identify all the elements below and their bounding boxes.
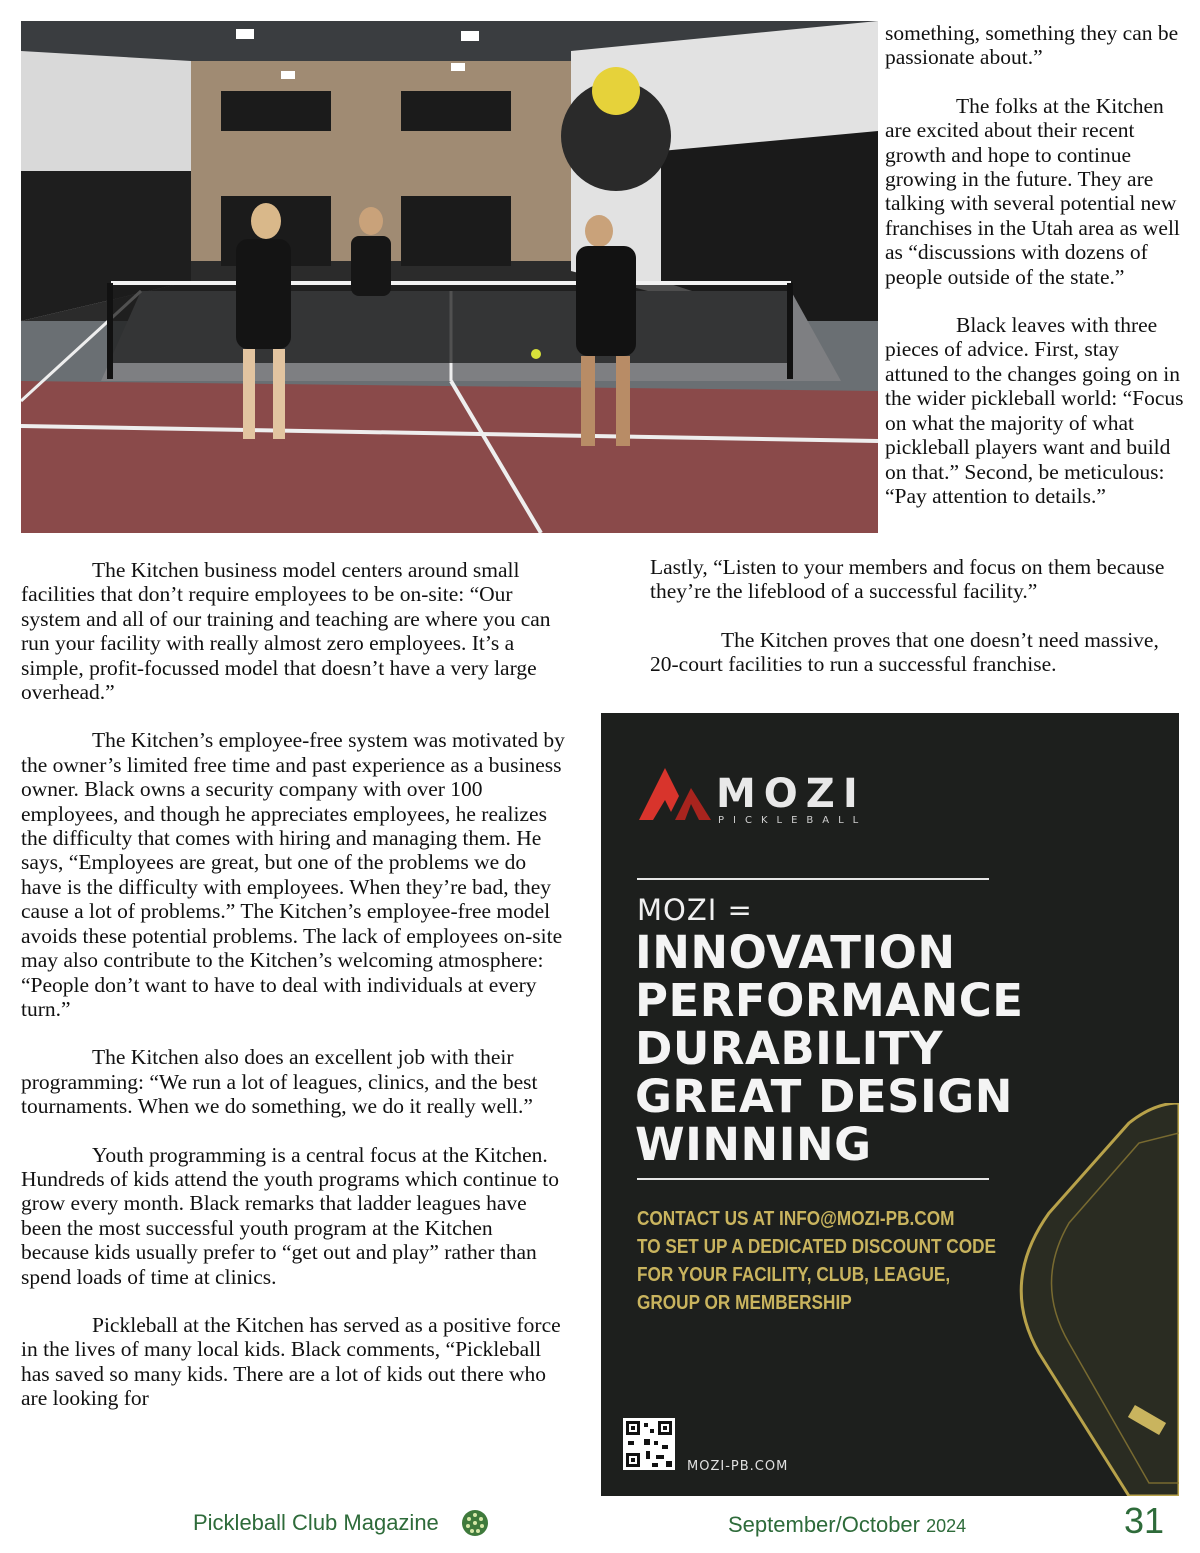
paragraph: The Kitchen’s employee-free system was motivated by the owner’s limited free time and past experience as a business owner. Black owns a security company with over 100 employees, and though he appreciates employees, he realizes the difficulty that comes with hiring and managing them. He says, “Employees are great, but one of the problems we do have is the difficulty with employees. When they’re bad, they cause a lot of problems.” The Kitchen’s employee-free model avoids these potential problems. The lack of employees on-site may also contribute to the Kitchen’s welcoming atmosphere: “People don’t want to have to deal with individuals at every turn.” [21,728,565,1021]
ad-contact-line: GROUP OR MEMBERSHIP [637,1292,852,1314]
paragraph: Black leaves with three pieces of advice. First, stay attuned to the changes going on in the wider pickleball world: “Focus on what the majority of what pickleball players want and build on that.” Second, be meticulous: “Pay attention to details.” [885,313,1184,508]
ad-equation: MOZI = [637,893,753,927]
ad-value: GREAT DESIGN [635,1070,1013,1123]
right-column [650,555,1185,677]
left-column [21,558,566,1411]
paragraph: Pickleball at the Kitchen has served as a positive force in the lives of many local kids. Black comments, “Pickleball has saved so many kids. There are a lot of kids out there who are looking for [21,1312,561,1411]
ad-values-list [635,926,1024,1171]
paragraph: The Kitchen proves that one doesn’t need massive, 20-court facilities to run a successful franchise. [650,627,1159,677]
ad-contact-line: FOR YOUR FACILITY, CLUB, LEAGUE, [637,1264,951,1286]
paragraph: The Kitchen business model centers around small facilities that don’t require employees to be on-site: “Our system and all of our training and teaching are where you can run your facility with really almost zero employees. It’s a simple, profit-focussed model that doesn’t have a very large overhead.” [21,558,551,705]
footer-issue-date [728,1512,966,1538]
pickleball-icon [461,1509,489,1537]
ad-url[interactable]: MOZI-PB.COM [687,1459,789,1474]
pickleball-court-photo-icon [21,21,878,533]
paddle-icon [979,1103,1179,1496]
paragraph: The Kitchen also does an excellent job with their programming: “We run a lot of leagues, clinics, and the best tournaments. When we do something, we do it really well.” [21,1045,538,1119]
ad-value: INNOVATION [635,926,956,979]
paragraph: Lastly, “Listen to your members and focus on them because they’re the lifeblood of a successful facility.” [650,555,1165,604]
ad-divider [637,878,989,880]
page-number: 31 [1124,1500,1165,1541]
paragraph: something, something they can be passionate about.” [885,21,1179,70]
ad-contact-line: TO SET UP A DEDICATED DISCOUNT CODE [637,1236,997,1258]
ad-brand: MOZI [716,771,866,817]
paragraph: Youth programming is a central focus at the Kitchen. Hundreds of kids attend the youth programs which continue to grow every month. Black remarks that ladder leagues have been the most successful youth program at the Kitchen because kids usually prefer to “get out and play” rather than spend loads of time at clinics. [21,1142,559,1289]
article-photo [21,21,878,533]
ad-contact-line: CONTACT US AT INFO@MOZI-PB.COM [637,1208,955,1230]
footer-year: 2024 [926,1516,967,1536]
ad-divider [637,1178,989,1180]
ad-value: PERFORMANCE [635,974,1024,1027]
mozi-logo-icon [639,768,711,820]
paragraph: The folks at the Kitchen are excited about their recent growth and hope to continue growing in the future. They are talking with several potential new franchises in the Utah area as well as “discussions with dozens of people outside of the state.” [885,93,1180,289]
ad-value: DURABILITY [635,1022,944,1075]
footer-magazine-title: Pickleball Club Magazine [193,1510,439,1535]
qr-code-icon[interactable] [623,1418,675,1470]
mozi-advertisement[interactable] [601,713,1179,1496]
ad-value: WINNING [635,1118,872,1171]
top-right-column [885,21,1185,508]
footer-issue: September/October [728,1512,920,1537]
ad-brand-sub: PICKLEBALL [718,815,868,826]
